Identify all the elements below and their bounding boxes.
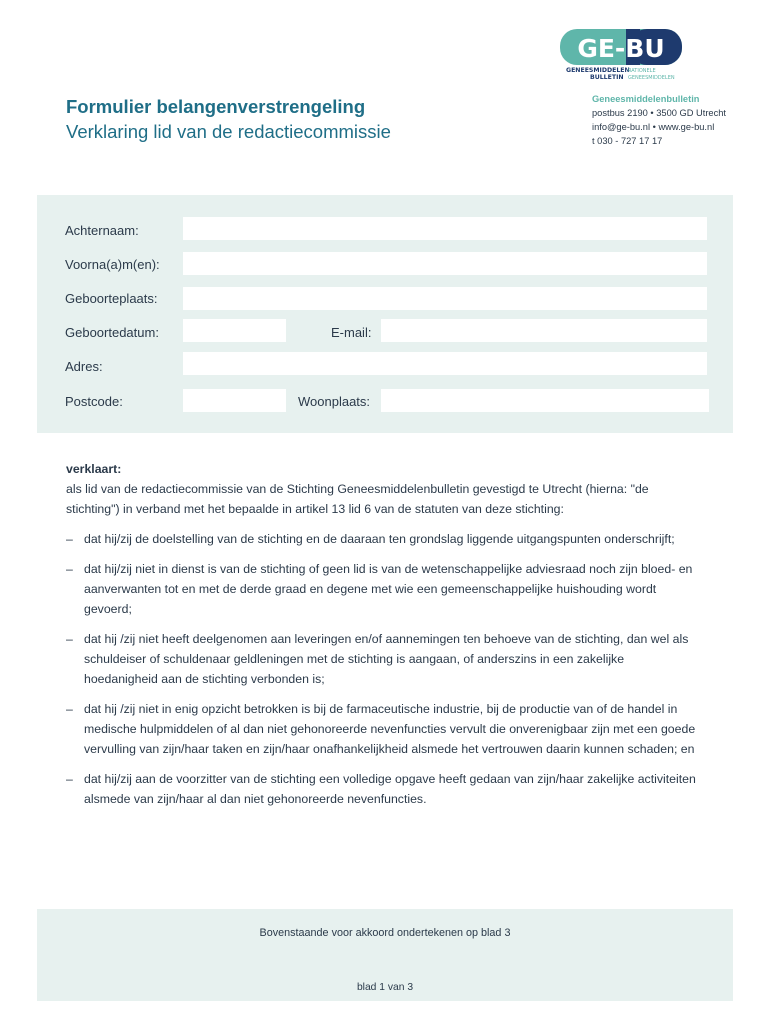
email-input[interactable] — [381, 319, 707, 342]
voornamen-label: Voorna(a)m(en): — [65, 257, 160, 272]
postcode-input[interactable] — [183, 389, 286, 412]
declaration-item-text: dat hij /zij niet heeft deelgenomen aan leveringen en/of aannemingen ten behoeve van de stichting, dan wel als schuldeiser of schuldenaar geldleningen met de stichting is aangaan, of anderszins in een zakelijke hoedanigheid aan de stichting verbonden is; — [84, 632, 689, 686]
signature-note: Bovenstaande voor akkoord ondertekenen op blad 3 — [259, 927, 511, 939]
declaration-item — [66, 559, 696, 619]
declaration-item — [66, 699, 696, 759]
footer-panel — [37, 909, 733, 1001]
logo-line2-tag: GENEESMIDDELEN — [628, 75, 675, 81]
page-subtitle: Verklaring lid van de redactiecommissie — [66, 121, 391, 142]
declaration-item — [66, 629, 696, 689]
personal-details-panel — [37, 195, 733, 433]
achternaam-input[interactable] — [183, 217, 707, 240]
declaration-section — [66, 459, 696, 819]
declaration-item-text: dat hij/zij niet in dienst is van de stichting of geen lid is van de wetenschappelijke adviesraad noch zijn bloed- en aanverwanten tot en met de derde graad en degene met wie een gemeenschappelijke huishouding wordt gevoerd; — [84, 562, 693, 616]
adres-input[interactable] — [183, 352, 707, 375]
declaration-item-text: dat hij/zij de doelstelling van de stichting en de daaraan ten grondslag liggende uitgangspunten onderschrijft; — [84, 532, 675, 546]
declaration-heading: verklaart: — [66, 462, 122, 476]
dash-marker: – — [66, 532, 73, 546]
woonplaats-label: Woonplaats: — [298, 394, 371, 409]
dash-marker: – — [66, 702, 73, 716]
contact-info — [592, 92, 726, 148]
dash-marker: – — [66, 772, 73, 786]
logo-line2: BULLETIN — [590, 74, 624, 81]
declaration-item — [66, 529, 696, 549]
woonplaats-input[interactable] — [381, 389, 709, 412]
voornamen-input[interactable] — [183, 252, 707, 275]
geboortedatum-label: Geboortedatum: — [65, 325, 159, 340]
adres-label: Adres: — [65, 359, 103, 374]
logo-line1-tag: RATIONELE — [628, 68, 656, 74]
geboorteplaats-label: Geboorteplaats: — [65, 291, 158, 306]
contact-org: Geneesmiddelenbulletin — [592, 94, 700, 104]
page-number: blad 1 van 3 — [356, 982, 414, 993]
declaration-list — [66, 529, 696, 809]
page-title: Formulier belangenverstrengeling — [66, 96, 366, 117]
achternaam-label: Achternaam: — [65, 223, 139, 238]
logo-line1: GENEESMIDDELEN — [566, 67, 630, 74]
geboorteplaats-input[interactable] — [183, 287, 707, 310]
declaration-intro: als lid van de redactiecommissie van de Stichting Geneesmiddelenbulletin gevestigd te Utrecht (hierna: "de stichting") in verband met het bepaalde in artikel 13 lid 6 van de statuten van deze stichting: — [66, 482, 649, 516]
email-label: E-mail: — [331, 325, 372, 340]
declaration-item-text: dat hij /zij niet in enig opzicht betrokken is bij de farmaceutische industrie, bij de productie van of de handel in medische hulpmiddelen of al dan niet gehonoreerde nevenfuncties vervult die onverenigbaar zijn met een goede vervulling van zijn/haar taken en zijn/haar onafhankelijkheid alsmede het vertrouwen daarin kunnen schaden; en — [84, 702, 696, 756]
contact-address: postbus 2190 • 3500 GD Utrecht — [592, 108, 727, 118]
geboortedatum-input[interactable] — [183, 319, 286, 342]
declaration-item-text: dat hij/zij aan de voorzitter van de stichting een volledige opgave heeft gedaan van zijn/haar zakelijke activiteiten alsmede van zijn/haar al dan niet gehonoreerde nevenfuncties. — [84, 772, 696, 806]
declaration-item — [66, 769, 696, 809]
contact-phone: t 030 - 727 17 17 — [592, 136, 663, 146]
dash-marker: – — [66, 562, 73, 576]
logo-brand: GE-BU — [577, 34, 665, 63]
dash-marker: – — [66, 632, 73, 646]
contact-web: info@ge-bu.nl • www.ge-bu.nl — [592, 122, 715, 132]
ge-bu-logo — [556, 26, 686, 82]
postcode-label: Postcode: — [65, 394, 123, 409]
